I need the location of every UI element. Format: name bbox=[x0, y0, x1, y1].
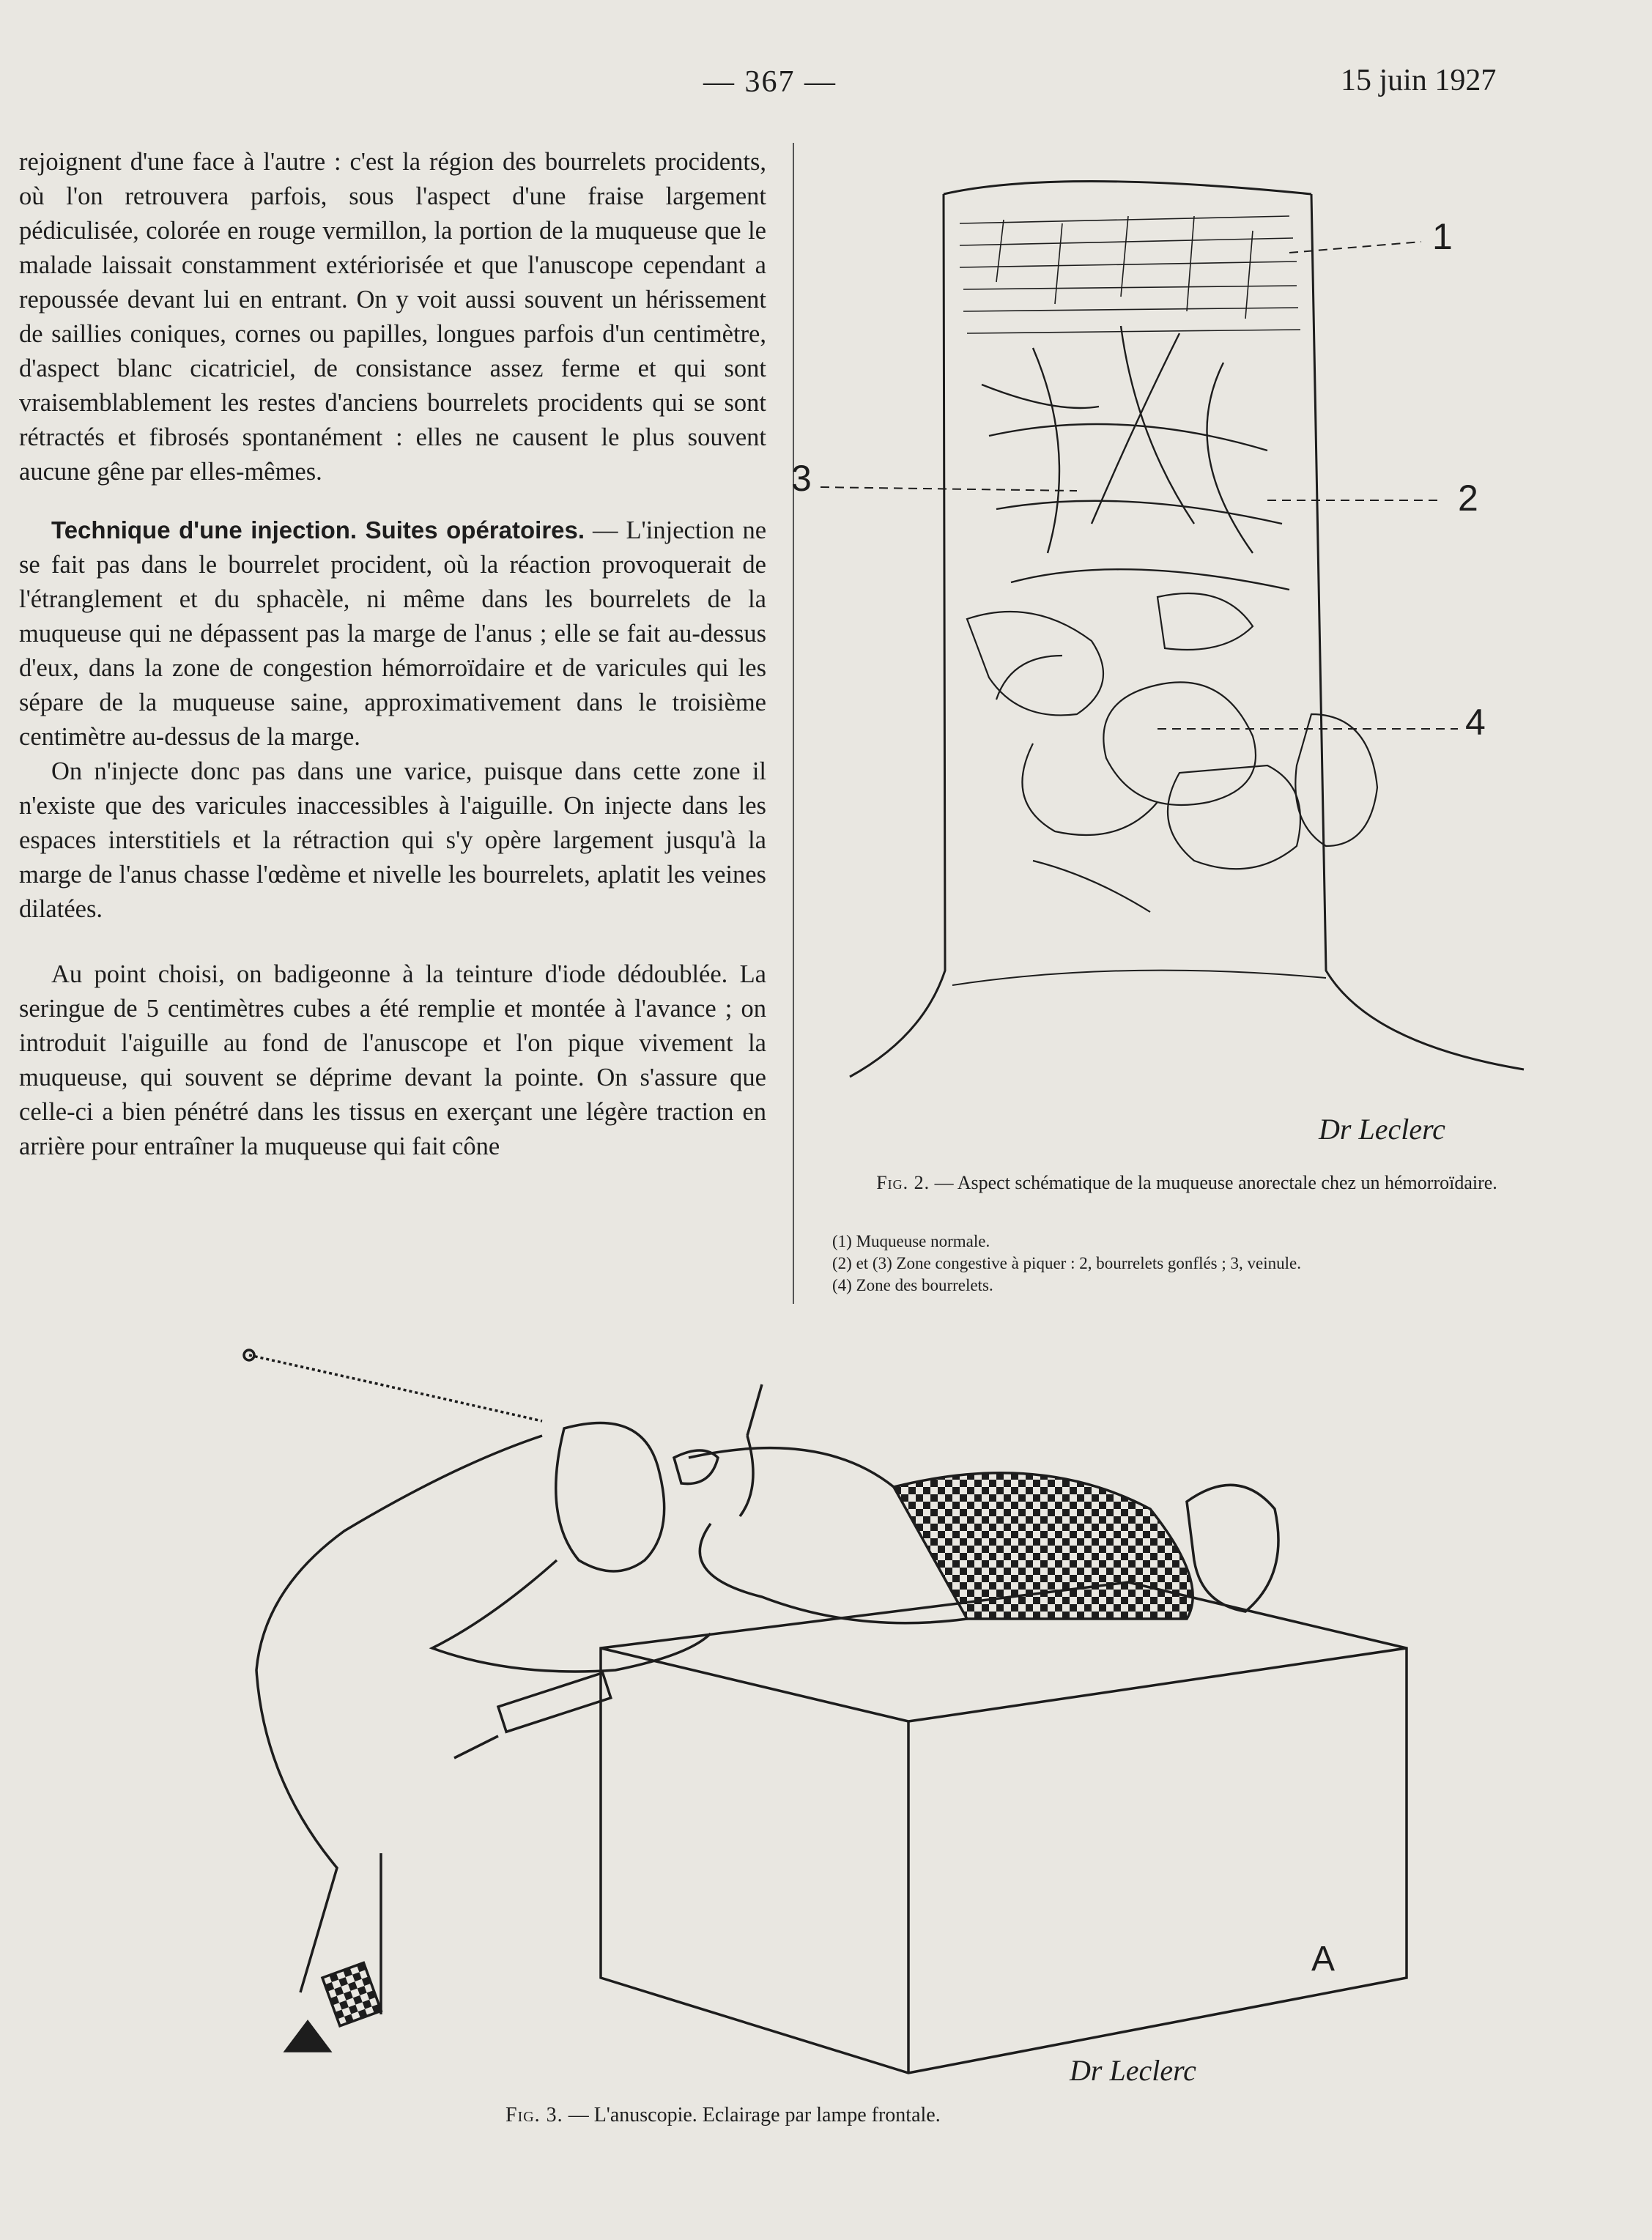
label-4: 4 bbox=[1465, 702, 1486, 743]
doctor-body bbox=[256, 1436, 542, 2014]
table-box bbox=[601, 1582, 1407, 2073]
paragraph-varice: On n'injecte donc pas dans une varice, puisque dans cette zone il n'existe que des varicules inaccessibles à l'aiguille. On injecte dans les espaces interstitiels et la rétraction qui s'y opère largement jusqu'à la marge de l'anus chasse l'œdème et nivelle les bourrelets, aplatit les veines dilatées. bbox=[19, 757, 766, 923]
fig3-signature: Dr Leclerc bbox=[1070, 2054, 1196, 2087]
paragraph-technique-text: L'injection ne se fait pas dans le bourrelet procident, où la réaction provoquerait de l'étranglement et du sphacèle, ni même dans les bourrelets de la muqueuse qui ne dépassent pas la marge de l'anus ; elle se fait au-dessus d'eux, dans la zone de congestion hémorroïdaire et de varicules qui les sépare de la muqueuse saine, approximativement dans le troisième centimètre au-dessus de la marge. bbox=[19, 516, 767, 751]
section-heading: Technique d'une injection. Suites opératoires. bbox=[51, 516, 585, 544]
paragraph-intro: rejoignent d'une face à l'autre : c'est la région des bourrelets procidents, où l'on retrouvera parfois, sous l'aspect d'une fraise largement pédiculisée, colorée en rouge vermillon, la portion de la muqueuse que le malade laissait constamment extériorisée et que l'anuscope cependant a repoussée devant lui en entrant. On y voit aussi souvent un hérissement de saillies coniques, cornes ou papilles, longues parfois d'un centimètre, d'aspect blanc cicatriciel, de consistance assez ferme et qui sont vraisemblablement les restes d'anciens bourrelets procidents qui se sont rétractés et fibrosés spontanément : elles ne causent le plus souvent aucune gêne par elles-mêmes. bbox=[19, 148, 766, 486]
bourrelets-zone bbox=[967, 593, 1377, 912]
doctor-head bbox=[556, 1423, 664, 1572]
label-3: 3 bbox=[791, 458, 812, 499]
label-1: 1 bbox=[1432, 216, 1453, 257]
figure-3-number: Fig. 3. bbox=[505, 2104, 563, 2126]
normal-mucosa-hatching bbox=[960, 216, 1300, 333]
paragraph-technique bbox=[19, 513, 766, 754]
figure-3-caption-text: — L'anuscopie. Eclairage par lampe frontale. bbox=[563, 2104, 941, 2126]
heading-dash: — bbox=[585, 516, 626, 544]
monogram: A bbox=[1311, 1940, 1336, 1978]
table-edges bbox=[601, 1648, 1407, 2073]
figure-2-caption-text: — Aspect schématique de la muqueuse anorectale chez un hémorroïdaire. bbox=[930, 1172, 1497, 1193]
lamp-cord bbox=[249, 1355, 542, 1421]
tube-top-edge bbox=[944, 182, 1311, 195]
tube-left-edge bbox=[850, 194, 945, 1077]
doctor-sock bbox=[322, 1962, 381, 2025]
paragraph-procedure: Au point choisi, on badigeonne à la teinture d'iode dédoublée. La seringue de 5 centimètres cubes a été remplie et montée à l'avance ; on introduit l'aiguille au fond de l'anuscope et l'on pique vivement la muqueuse, qui souvent se déprime devant la pointe. On s'assure que celle-ci a bien pénétré dans les tissus en exerçant une légère traction en arrière pour entraîner la muqueuse qui fait cône bbox=[19, 960, 766, 1160]
doctor-shoe bbox=[286, 2022, 330, 2051]
doctor-arm bbox=[432, 1560, 711, 1672]
syringe bbox=[498, 1673, 611, 1732]
tube-right-edge bbox=[1311, 194, 1524, 1069]
issue-date: 15 juin 1927 bbox=[1341, 64, 1497, 97]
figure-2-illustration bbox=[791, 143, 1546, 1168]
figure-2-legend bbox=[832, 1231, 1521, 1297]
syringe-needle bbox=[454, 1736, 498, 1758]
patient-trousers bbox=[894, 1473, 1193, 1619]
figure-2-caption bbox=[864, 1171, 1509, 1195]
page-number: — 367 — bbox=[703, 65, 837, 99]
fig2-signature: Dr Leclerc bbox=[1319, 1113, 1445, 1146]
legend-item-1: (1) Muqueuse normale. bbox=[832, 1232, 990, 1250]
leader-3 bbox=[821, 487, 1077, 491]
figure-3-caption bbox=[505, 2104, 1165, 2127]
legend-item-2: (2) et (3) Zone congestive à piquer : 2, bourrelets gonflés ; 3, veinule. bbox=[832, 1254, 1301, 1272]
patient-head bbox=[1187, 1485, 1278, 1612]
figure-2-number: Fig. 2. bbox=[876, 1172, 930, 1193]
veinule-network bbox=[982, 326, 1289, 590]
column-divider bbox=[793, 143, 794, 1304]
leader-1 bbox=[1289, 242, 1421, 253]
label-2: 2 bbox=[1458, 478, 1478, 519]
figure-3-illustration bbox=[234, 1340, 1494, 2095]
legend-item-3: (4) Zone des bourrelets. bbox=[832, 1276, 993, 1294]
text-column bbox=[19, 145, 766, 1164]
